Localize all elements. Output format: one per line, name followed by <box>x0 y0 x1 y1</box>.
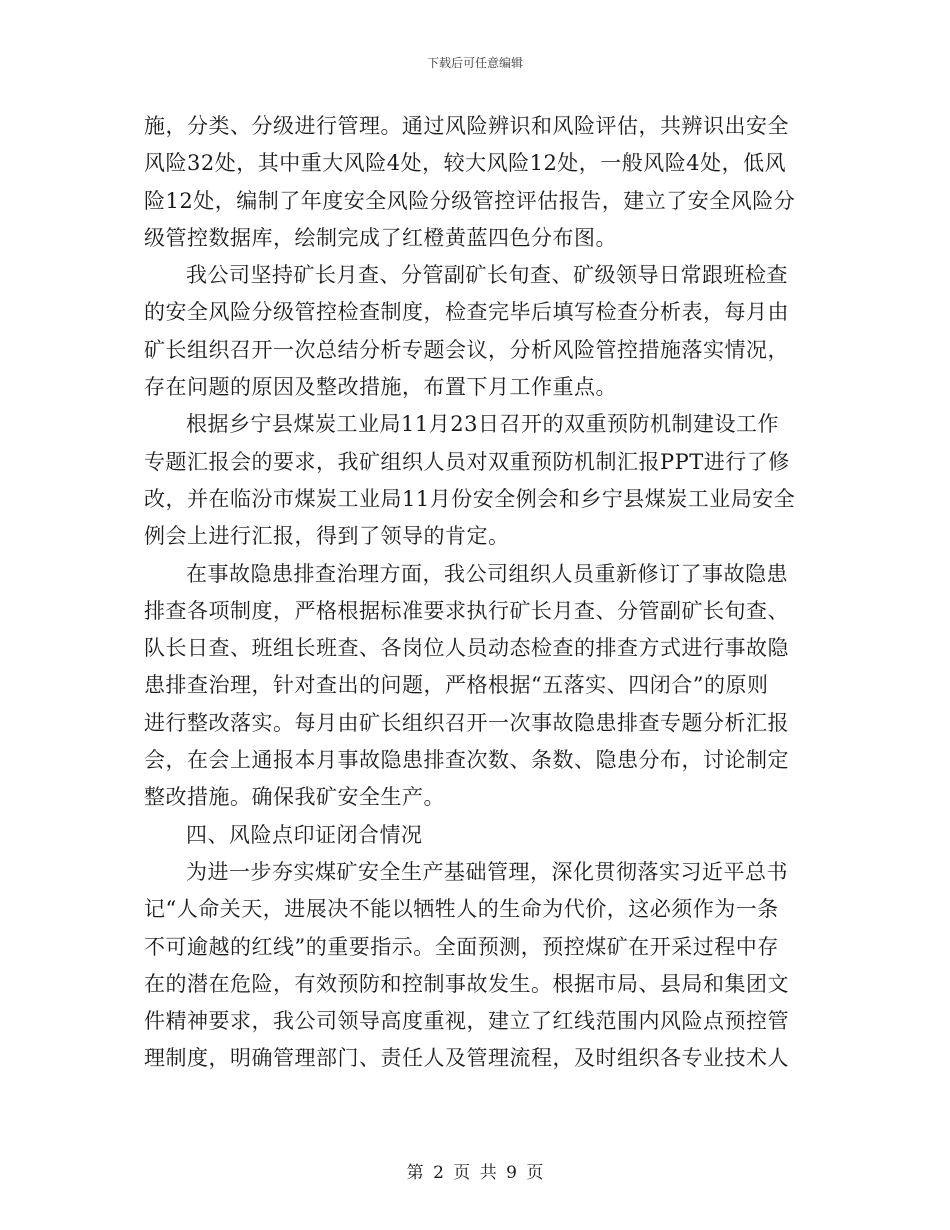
text-line: 改，并在临汾市煤炭工业局11月份安全例会和乡宁县煤炭工业局安全 <box>144 486 796 511</box>
text-line: 排查各项制度，严格根据标准要求执行矿长月查、分管副矿长旬查、 <box>144 598 789 623</box>
text-line: 险12处，编制了年度安全风险分级管控评估报告，建立了安全风险分 <box>144 188 796 213</box>
text-line: 专题汇报会的要求，我矿组织人员对双重预防机制汇报PPT进行了修 <box>144 449 790 474</box>
text-line: 整改措施。确保我矿安全生产。 <box>144 785 445 810</box>
text-line: 级管控数据库，绘制完成了红橙黄蓝四色分布图。 <box>144 225 617 250</box>
text-line: 风险32处，其中重大风险4处，较大风险12处，一般风险4处，低风 <box>144 151 787 176</box>
text-line: 在的潜在危险，有效预防和控制事故发生。根据市局、县局和集团文 <box>144 971 789 996</box>
text-line: 存在问题的原因及整改措施，布置下月工作重点。 <box>144 375 617 400</box>
page-number-footer: 第 2 页 共 9 页 <box>406 1163 544 1183</box>
text-line: 理制度，明确管理部门、责任人及管理流程，及时组织各专业技术人 <box>144 1046 789 1071</box>
page-header-note: 下载后可任意编辑 <box>426 56 523 70</box>
paragraph-start-line: 根据乡宁县煤炭工业局11月23日召开的双重预防机制建设工作 <box>186 412 779 437</box>
paragraph-start-line: 为进一步夯实煤矿安全生产基础管理，深化贯彻落实习近平总书 <box>186 859 788 884</box>
text-line: 不可逾越的红线”的重要指示。全面预测，预控煤矿在开采过程中存 <box>144 934 779 959</box>
text-line: 的安全风险分级管控检查制度，检查完毕后填写检查分析表，每月由 <box>144 300 789 325</box>
text-line: 件精神要求，我公司领导高度重视，建立了红线范围内风险点预控管 <box>144 1009 789 1034</box>
paragraph-start-line: 我公司坚持矿长月查、分管副矿长旬查、矿级领导日常跟班检查 <box>186 263 788 288</box>
text-line: 患排查治理，针对查出的问题，严格根据“五落实、四闭合”的原则 <box>144 673 769 698</box>
text-line: 施，分类、分级进行管理。通过风险辨识和风险评估，共辨识出安全 <box>144 114 789 138</box>
section-heading: 四、风险点印证闭合情况 <box>186 822 423 847</box>
document-body <box>144 108 800 1078</box>
paragraph-start-line: 在事故隐患排查治理方面，我公司组织人员重新修订了事故隐患 <box>186 561 788 586</box>
text-line: 会，在会上通报本月事故隐患排查次数、条数、隐患分布，讨论制定 <box>144 748 789 773</box>
text-line: 进行整改落实。每月由矿长组织召开一次事故隐患排查专题分析汇报 <box>144 710 789 735</box>
text-line: 例会上进行汇报，得到了领导的肯定。 <box>144 524 510 549</box>
text-line: 队长日查、班组长班查、各岗位人员动态检查的排查方式进行事故隐 <box>144 636 789 661</box>
text-line: 矿长组织召开一次总结分析专题会议，分析风险管控措施落实情况， <box>144 337 789 362</box>
text-line: 记“人命关天，进展决不能以牺牲人的生命为代价，这必须作为一条 <box>144 897 779 922</box>
